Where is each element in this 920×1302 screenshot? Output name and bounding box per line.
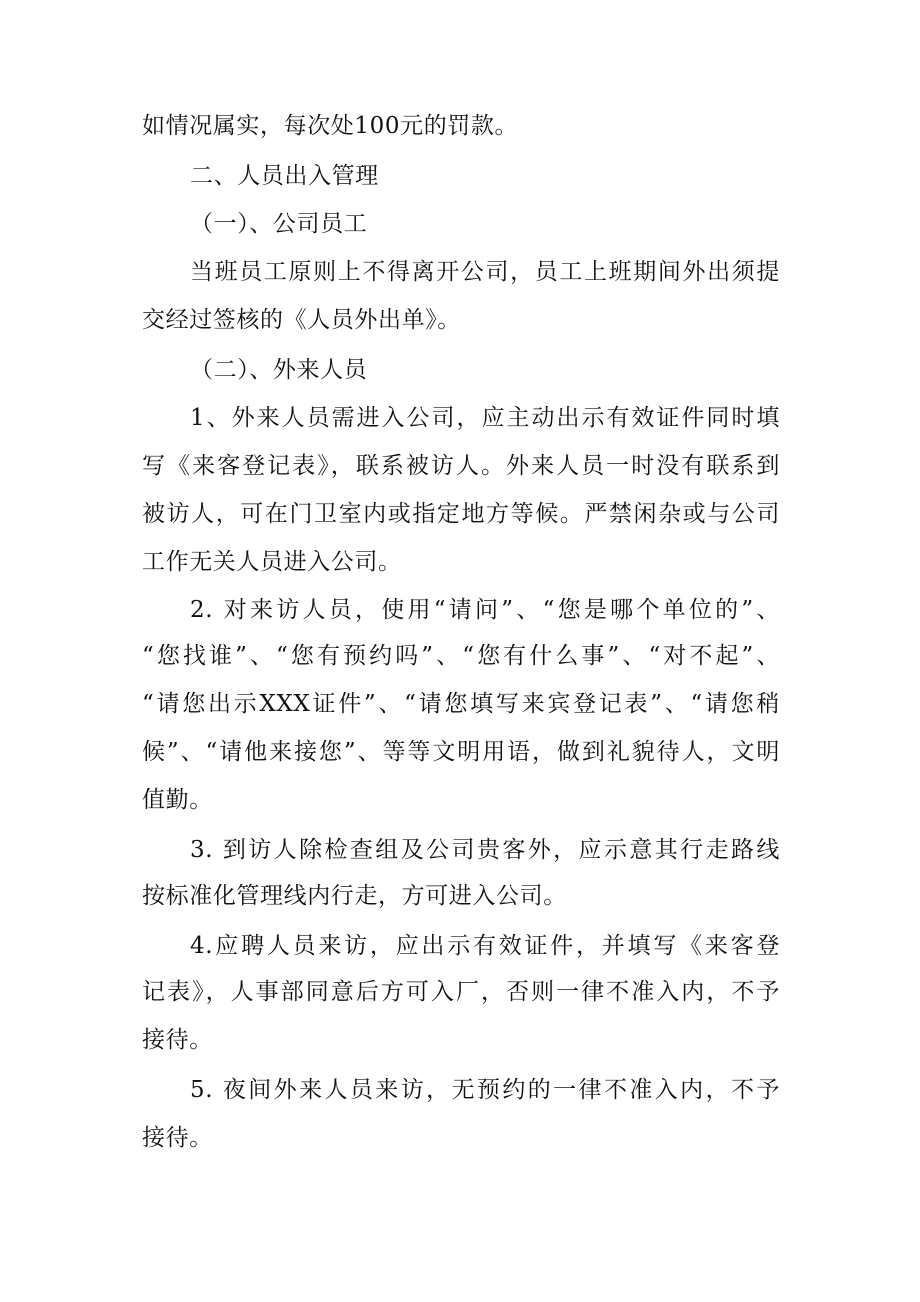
subsection-heading-visitors: （二）、外来人员: [190, 357, 368, 383]
text-line-visitor-rule-1d: 工作无关人员进入公司。: [142, 549, 402, 575]
text-line-employee-rule-1: 当班员工原则上不得离开公司，员工上班期间外出须提: [190, 259, 780, 285]
text-line-visitor-rule-2b: “您找谁”、“您有预约吗”、“您有什么事”、“对不起”、: [142, 643, 780, 669]
text-line-visitor-rule-3b: 按标准化管理线内行走，方可进入公司。: [142, 883, 567, 909]
text-line-employee-rule-2: 交经过签核的《人员外出单》。: [142, 307, 461, 333]
text-line-visitor-rule-2e: 值勤。: [142, 787, 213, 813]
text-line-visitor-rule-2a: 2. 对来访人员，使用“请问”、“您是哪个单位的”、: [190, 597, 780, 623]
text-line-visitor-rule-2d: 候”、“请他来接您”、等等文明用语，做到礼貌待人，文明: [142, 739, 780, 765]
section-heading-access-management: 二、人员出入管理: [190, 163, 379, 189]
text-line-visitor-rule-3a: 3. 到访人除检查组及公司贵客外，应示意其行走路线: [190, 837, 780, 863]
text-line-visitor-rule-1c: 被访人，可在门卫室内或指定地方等候。严禁闲杂或与公司: [142, 501, 780, 527]
text-line-visitor-rule-4c: 接待。: [142, 1027, 213, 1053]
text-line-visitor-rule-2c: “请您出示XXX证件”、“请您填写来宾登记表”、“请您稍: [142, 691, 780, 717]
text-line-visitor-rule-4a: 4.应聘人员来访，应出示有效证件，并填写《来客登: [190, 933, 780, 959]
text-line-visitor-rule-5a: 5. 夜间外来人员来访，无预约的一律不准入内，不予: [190, 1077, 780, 1103]
text-line-penalty: 如情况属实，每次处100元的罚款。: [142, 113, 519, 139]
text-line-visitor-rule-1b: 写《来客登记表》，联系被访人。外来人员一时没有联系到: [142, 453, 780, 479]
text-line-visitor-rule-5b: 接待。: [142, 1125, 213, 1151]
subsection-heading-employees: （一）、公司员工: [190, 211, 368, 237]
text-line-visitor-rule-1a: 1、外来人员需进入公司，应主动出示有效证件同时填: [190, 405, 780, 431]
text-line-visitor-rule-4b: 记表》，人事部同意后方可入厂，否则一律不准入内，不予: [142, 979, 780, 1005]
